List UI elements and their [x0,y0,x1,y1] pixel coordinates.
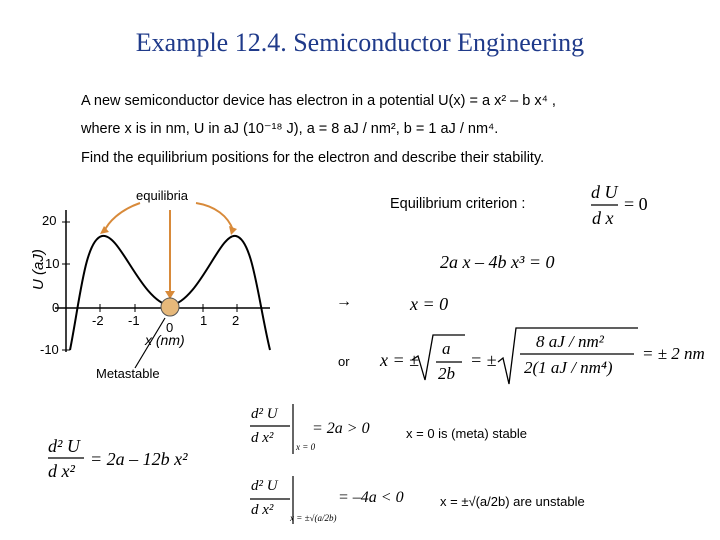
second-deriv-denominator: d x² [48,461,75,481]
equilibria-label: equilibria [136,188,189,203]
y-tick-20: 20 [42,213,57,228]
metastable-label: Metastable [96,366,160,381]
frac-a: a [442,339,451,358]
eval2-numerator: d² U [251,478,278,494]
criterion-label: Equilibrium criterion : [390,196,526,212]
arrow-left-icon [104,203,140,232]
solution-zero: x = 0 [410,294,449,314]
implies-arrow-icon: → [336,293,352,310]
inner-numerator: 8 aJ / nm² [536,332,604,351]
problem-line-1: A new semiconductor device has electron in a potential U(x) = a x² – b x⁴ , [81,93,556,109]
eval1-rhs: = 2a > 0 [312,420,370,437]
arrow-right-icon [196,203,233,230]
y-tick-10: 10 [45,256,60,271]
eval2-denominator: d x² [251,502,274,518]
deriv-rhs: = 0 [624,194,648,214]
eval2-subscript: x = ±√(a/2b) [290,513,337,523]
equals-plusminus: = ± [470,350,497,370]
or-label: or [338,354,350,369]
x-tick-0: 0 [166,320,174,335]
x-axis-label: x (nm) [145,332,185,348]
deriv-numerator: d U [591,182,618,202]
y-axis-label: U (aJ) [30,249,47,290]
ball-icon [161,298,179,316]
solution-nonzero-lhs: x = ± [380,350,420,370]
page-title: Example 12.4. Semiconductor Engineering [135,28,585,57]
eval2-rhs: = –4a < 0 [338,489,404,506]
problem-line-3: Find the equilibrium positions for the electron and describe their stability. [81,150,545,166]
inner-denominator: 2(1 aJ / nm⁴) [524,358,613,377]
eval1-conclusion: x = 0 is (meta) stable [406,426,528,441]
x-tick-2: 2 [232,313,240,328]
eval1-subscript: x = 0 [296,442,316,452]
y-tick-neg10: -10 [40,342,59,357]
derivative-equation: 2a x – 4b x³ = 0 [440,252,555,272]
x-tick-neg1: -1 [128,313,140,328]
second-deriv-numerator: d² U [48,436,80,456]
y-tick-0: 0 [52,300,60,315]
x-tick-neg2: -2 [92,313,104,328]
eval1-denominator: d x² [251,430,274,446]
x-tick-1: 1 [200,313,208,328]
deriv-denominator: d x [592,208,614,228]
result: = ± 2 nm [642,344,705,363]
second-deriv-rhs: = 2a – 12b x² [90,449,188,469]
eval1-numerator: d² U [251,406,278,422]
problem-line-2: where x is in nm, U in aJ (10⁻¹⁸ J), a = 8 aJ / nm², b = 1 aJ / nm⁴. [81,121,499,137]
frac-2b: 2b [438,364,455,383]
eval2-conclusion: x = ±√(a/2b) are unstable [440,494,585,509]
